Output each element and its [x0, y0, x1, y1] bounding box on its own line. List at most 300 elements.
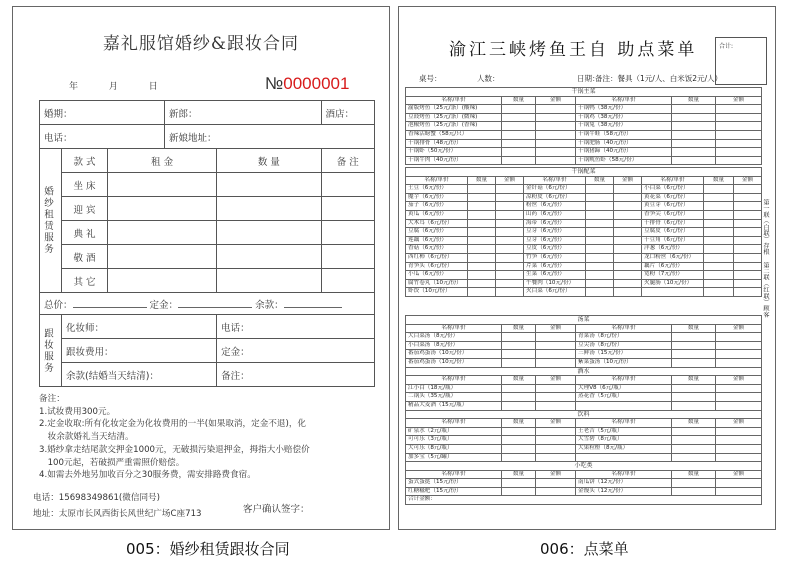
qty-cell[interactable]: [502, 444, 536, 453]
qty-cell[interactable]: [468, 245, 496, 254]
qty-cell[interactable]: [672, 393, 716, 402]
rental-row-label: 敬 酒: [62, 245, 108, 269]
col-header: 数量: [672, 376, 716, 385]
amount-cell[interactable]: [536, 487, 576, 496]
col-header: 金额: [716, 324, 762, 333]
col-header: 名称/单价: [406, 376, 502, 385]
qty-cell[interactable]: [502, 341, 536, 350]
amount-cell[interactable]: [496, 271, 524, 280]
qty-cell[interactable]: [468, 185, 496, 194]
amount-cell[interactable]: [716, 384, 762, 393]
menu-item-name: 大理V8（6元/瓶）: [576, 384, 672, 393]
table-row: [406, 479, 762, 488]
amount-cell[interactable]: [536, 479, 576, 488]
qty-cell[interactable]: [672, 105, 716, 114]
amount-cell[interactable]: [536, 444, 576, 453]
amount-cell[interactable]: [536, 401, 576, 410]
qty-cell[interactable]: [502, 401, 536, 410]
qty-cell[interactable]: [704, 236, 734, 245]
two-col-table: [405, 315, 762, 505]
menu-item-name: 干锅鱿鱼虾（58元/份）: [576, 156, 672, 165]
col-header: 数量: [502, 324, 536, 333]
menu-item-name: 矿泉水（2元/瓶）: [406, 427, 502, 436]
qty-cell[interactable]: [217, 173, 321, 197]
col-header: 数量: [502, 419, 536, 428]
table-row: [406, 341, 762, 350]
menu-item-name: 火腿肠（10元/份）: [642, 279, 704, 288]
qty-cell[interactable]: [586, 262, 614, 271]
menu-item-name: 三鲜汤（15元/份）: [576, 350, 672, 359]
amount-cell[interactable]: [536, 453, 576, 462]
amount-cell[interactable]: [734, 219, 762, 228]
qty-cell[interactable]: [502, 350, 536, 359]
amount-cell[interactable]: [716, 148, 762, 157]
amount-cell[interactable]: [734, 185, 762, 194]
qty-cell[interactable]: [672, 384, 716, 393]
phone-label: 电话：: [44, 132, 73, 144]
qty-cell[interactable]: [586, 271, 614, 280]
menu-item-name: 干锅兔（38元/份）: [576, 122, 672, 131]
menu-item-name: 午餐肉（10元/份）: [524, 279, 586, 288]
amount-cell[interactable]: [716, 444, 762, 453]
table-row: [406, 253, 762, 262]
amount-cell[interactable]: [614, 288, 642, 297]
amount-cell[interactable]: [496, 185, 524, 194]
amount-cell[interactable]: [716, 113, 762, 122]
menu-item-name: 青菜汤（8元/份）: [576, 333, 672, 342]
table-row: [406, 367, 762, 376]
amount-cell[interactable]: [716, 105, 762, 114]
qty-cell[interactable]: [586, 228, 614, 237]
caption-left: 005：婚纱租赁跟妆合同: [126, 540, 290, 558]
menu-item-name: 芹菜（6元/份）: [524, 262, 586, 271]
total-label: 总价：: [44, 299, 73, 311]
qty-cell[interactable]: [502, 479, 536, 488]
amount-cell[interactable]: [496, 262, 524, 271]
menu-item-name: 豆豉烤鱼（25元/条）(微辣): [406, 113, 502, 122]
makeup-remark-label: 备注：: [221, 370, 250, 382]
qty-cell[interactable]: [502, 453, 536, 462]
grand-total-label[interactable]: 合计金额：: [406, 496, 762, 505]
qty-cell[interactable]: [502, 130, 536, 139]
qty-cell[interactable]: [586, 193, 614, 202]
qty-cell[interactable]: [502, 122, 536, 131]
qty-cell[interactable]: [502, 113, 536, 122]
qty-cell[interactable]: [704, 193, 734, 202]
table-row: [406, 427, 762, 436]
qty-cell[interactable]: [586, 236, 614, 245]
qty-cell[interactable]: [672, 444, 716, 453]
menu-item-name: 土豆（6元/份）: [406, 185, 468, 194]
menu-item-name: 蛋式蛋挞（15元/份）: [406, 479, 502, 488]
contact-phone: 电话：15698349861(微信同号): [33, 493, 161, 503]
amount-cell[interactable]: [734, 279, 762, 288]
amount-cell[interactable]: [716, 487, 762, 496]
table-row: [406, 436, 762, 445]
bride-address-label: 新娘地址：: [168, 132, 217, 144]
menu-item-name: 王老吉（5元/瓶）: [576, 427, 672, 436]
menu-item-name: 茄子（6元/份）: [406, 202, 468, 211]
menu-item-name: 香辣活螃蟹（58元/只）: [406, 130, 502, 139]
menu-item-name: 蒸花香（5元/瓶）: [576, 393, 672, 402]
signature-label: 客户确认签字：: [243, 504, 310, 515]
amount-cell[interactable]: [734, 262, 762, 271]
qty-cell[interactable]: [672, 479, 716, 488]
total-label: 合计:: [719, 43, 734, 50]
qty-cell[interactable]: [672, 341, 716, 350]
amount-cell[interactable]: [614, 202, 642, 211]
qty-cell[interactable]: [672, 427, 716, 436]
table-row: [406, 262, 762, 271]
qty-cell[interactable]: [704, 219, 734, 228]
note-line: 妆余款婚礼当天结清。: [39, 432, 134, 443]
hotel-label: 酒店：: [325, 108, 355, 120]
qty-cell[interactable]: [502, 393, 536, 402]
amount-cell[interactable]: [496, 279, 524, 288]
year-label: 年: [69, 82, 79, 92]
amount-cell[interactable]: [536, 341, 576, 350]
menu-item-name: 红糖糍粑（15元/份）: [406, 487, 502, 496]
month-label: 月: [108, 82, 118, 92]
amount-cell[interactable]: [716, 393, 762, 402]
amount-cell[interactable]: [536, 393, 576, 402]
menu-item-name: 小瓜（6元/份）: [406, 271, 468, 280]
amount-cell[interactable]: [536, 333, 576, 342]
qty-cell[interactable]: [217, 269, 321, 293]
amount-cell[interactable]: [496, 253, 524, 262]
amount-cell[interactable]: [716, 333, 762, 342]
amount-cell[interactable]: [496, 219, 524, 228]
menu-item-name: [576, 401, 672, 410]
menu-item-name: [576, 453, 672, 462]
table-row: [406, 193, 762, 202]
date-labels: [69, 79, 186, 92]
menu-item-name: 虾饺（10元/份）: [406, 288, 468, 297]
qty-cell[interactable]: [586, 288, 614, 297]
remark-cell[interactable]: [321, 245, 374, 269]
qty-cell[interactable]: [468, 219, 496, 228]
qty-cell[interactable]: [502, 436, 536, 445]
remark-cell[interactable]: [321, 221, 374, 245]
amount-cell[interactable]: [496, 288, 524, 297]
qty-cell[interactable]: [468, 279, 496, 288]
qty-cell[interactable]: [217, 221, 321, 245]
menu-item-name: 豆皮（6元/份）: [524, 245, 586, 254]
contract-table: [39, 100, 375, 387]
qty-cell[interactable]: [468, 202, 496, 211]
amount-cell[interactable]: [716, 350, 762, 359]
amount-cell[interactable]: [614, 228, 642, 237]
amount-cell[interactable]: [716, 453, 762, 462]
amount-cell[interactable]: [734, 228, 762, 237]
qty-cell[interactable]: [468, 253, 496, 262]
qty-cell[interactable]: [586, 253, 614, 262]
amount-cell[interactable]: [716, 156, 762, 165]
amount-cell[interactable]: [734, 236, 762, 245]
notes-block: [39, 393, 375, 482]
col-remark: 备 注: [321, 149, 374, 173]
qty-cell[interactable]: [672, 156, 716, 165]
menu-item-name: 豆芽（6元/份）: [524, 228, 586, 237]
menu-title: 渝江三峡烤鱼王自 助点菜单: [449, 40, 698, 60]
notes-title: 备注：: [39, 394, 65, 404]
amount-cell[interactable]: [734, 245, 762, 254]
amount-cell[interactable]: [734, 193, 762, 202]
qty-cell[interactable]: [586, 245, 614, 254]
table-row: [406, 401, 762, 410]
amount-cell[interactable]: [536, 130, 576, 139]
col-header: 名称/单价: [576, 324, 672, 333]
qty-cell[interactable]: [704, 228, 734, 237]
qty-cell[interactable]: [672, 487, 716, 496]
qty-cell[interactable]: [704, 202, 734, 211]
qty-cell[interactable]: [704, 262, 734, 271]
amount-cell[interactable]: [716, 130, 762, 139]
section-soup: 汤菜: [406, 316, 762, 325]
section-drinks-alc: 酒水: [406, 367, 762, 376]
note-line: 4.如需去外地另加收百分之30服务费，需安排路费食宿。: [39, 470, 256, 481]
qty-cell[interactable]: [672, 148, 716, 157]
qty-cell[interactable]: [468, 288, 496, 297]
section-side: 干锅配菜: [406, 168, 762, 177]
table-row: [406, 105, 762, 114]
qty-cell[interactable]: [672, 113, 716, 122]
menu-item-name: 黄花菜（6元/份）: [642, 193, 704, 202]
qty-cell[interactable]: [672, 350, 716, 359]
amount-cell[interactable]: [496, 202, 524, 211]
amount-cell[interactable]: [716, 358, 762, 367]
qty-cell[interactable]: [502, 148, 536, 157]
note-line: 100元起，若破损严重需照价赔偿。: [39, 457, 185, 468]
wedding-contract-form: [12, 6, 390, 530]
table-row: [406, 202, 762, 211]
amount-cell[interactable]: [536, 436, 576, 445]
qty-cell[interactable]: [704, 271, 734, 280]
col-header: 名称/单价: [576, 470, 672, 479]
amount-cell[interactable]: [734, 253, 762, 262]
menu-item-name: 大可乐（8元/瓶）: [406, 444, 502, 453]
amount-cell[interactable]: [734, 202, 762, 211]
makeup-deposit-label: 定金：: [221, 346, 250, 358]
remark-cell[interactable]: [321, 173, 374, 197]
qty-cell[interactable]: [586, 279, 614, 288]
table-row: [406, 358, 762, 367]
menu-item-name: 黄豆芽（6元/份）: [642, 202, 704, 211]
table-row: [406, 333, 762, 342]
qty-cell[interactable]: [502, 384, 536, 393]
amount-cell[interactable]: [716, 139, 762, 148]
qty-cell[interactable]: [586, 219, 614, 228]
qty-cell[interactable]: [468, 271, 496, 280]
qty-cell[interactable]: [672, 358, 716, 367]
deposit-label: 定金：: [149, 299, 179, 311]
col-header: 数量: [672, 324, 716, 333]
guests-label: 人数：: [477, 74, 500, 83]
qty-cell[interactable]: [502, 105, 536, 114]
qty-cell[interactable]: [468, 236, 496, 245]
amount-cell[interactable]: [536, 139, 576, 148]
amount-cell[interactable]: [716, 479, 762, 488]
qty-cell[interactable]: [672, 130, 716, 139]
qty-cell[interactable]: [672, 401, 716, 410]
amount-cell[interactable]: [716, 436, 762, 445]
rental-row-label: 其 它: [62, 269, 108, 293]
qty-cell[interactable]: [468, 193, 496, 202]
table-row: [406, 410, 762, 419]
menu-item-name: 宽粉（7元/份）: [642, 271, 704, 280]
qty-cell[interactable]: [502, 333, 536, 342]
amount-cell[interactable]: [614, 279, 642, 288]
amount-cell[interactable]: [614, 271, 642, 280]
qty-cell[interactable]: [217, 197, 321, 221]
serial-number: №0000001: [265, 74, 350, 93]
table-row: [406, 316, 762, 325]
rental-section-label: 婚纱租赁服务: [42, 186, 53, 255]
menu-order-form: [398, 6, 776, 530]
amount-cell[interactable]: [614, 253, 642, 262]
table-row: [406, 245, 762, 254]
menu-item-name: 魔芋（6元/份）: [406, 193, 468, 202]
menu-item-name: 江小白（18元/瓶）: [406, 384, 502, 393]
qty-cell[interactable]: [672, 122, 716, 131]
qty-cell[interactable]: [672, 453, 716, 462]
amount-cell[interactable]: [536, 148, 576, 157]
menu-item-name: 干锅排骨（48元/份）: [406, 139, 502, 148]
qty-cell[interactable]: [672, 333, 716, 342]
menu-item-name: 大雪碧（8元/瓶）: [576, 436, 672, 445]
amount-cell[interactable]: [734, 271, 762, 280]
amount-cell[interactable]: [536, 427, 576, 436]
col-header: 金额: [716, 419, 762, 428]
qty-cell[interactable]: [586, 210, 614, 219]
amount-cell[interactable]: [716, 122, 762, 131]
table-row: [406, 236, 762, 245]
amount-cell[interactable]: [536, 358, 576, 367]
table-no-label: 桌号：: [419, 74, 442, 83]
menu-item-name: 干排骨（6元/份）: [642, 219, 704, 228]
amount-cell[interactable]: [614, 210, 642, 219]
meal-fee-note: 备注：餐具（1元/人、白米饭2元/人）: [595, 74, 723, 83]
note-line: 3.婚纱拿走结尾款交押金1000元，无破损污染退押金，拇指大小赔偿价: [39, 444, 310, 455]
qty-cell[interactable]: [502, 487, 536, 496]
col-style: 款 式: [62, 149, 108, 173]
amount-cell[interactable]: [734, 210, 762, 219]
contact-address: 地址：太原市长风西街长风世纪广场C座713: [33, 509, 202, 519]
col-header: 名称/单价: [406, 324, 502, 333]
table-row: [406, 210, 762, 219]
amount-cell[interactable]: [536, 113, 576, 122]
qty-cell[interactable]: [586, 202, 614, 211]
contract-title: 嘉礼服馆婚纱&跟妆合同: [102, 34, 300, 54]
qty-cell[interactable]: [502, 139, 536, 148]
amount-cell[interactable]: [716, 401, 762, 410]
amount-cell[interactable]: [614, 236, 642, 245]
table-row: [406, 271, 762, 280]
menu-item-name: 青笋头（6元/份）: [406, 262, 468, 271]
amount-cell[interactable]: [734, 288, 762, 297]
amount-cell[interactable]: [614, 193, 642, 202]
qty-cell[interactable]: [704, 210, 734, 219]
qty-cell[interactable]: [704, 245, 734, 254]
qty-cell[interactable]: [468, 262, 496, 271]
rent-cell[interactable]: [108, 197, 217, 221]
table-row: [406, 148, 762, 157]
amount-cell[interactable]: [716, 427, 762, 436]
table-row: [406, 139, 762, 148]
remark-cell[interactable]: [321, 197, 374, 221]
qty-cell[interactable]: [502, 156, 536, 165]
rent-cell[interactable]: [108, 245, 217, 269]
qty-cell[interactable]: [704, 279, 734, 288]
menu-item-name: 干锅猪蹄（40元/份）: [576, 148, 672, 157]
makeup-phone-label: 电话：: [221, 322, 250, 334]
col-header: 名称/单价: [576, 376, 672, 385]
menu-item-name: 豆腐皮（6元/份）: [642, 228, 704, 237]
amount-cell[interactable]: [536, 156, 576, 165]
amount-cell[interactable]: [496, 193, 524, 202]
amount-cell[interactable]: [614, 219, 642, 228]
qty-cell[interactable]: [704, 185, 734, 194]
balance-label: 余款：: [255, 299, 284, 311]
qty-cell[interactable]: [704, 253, 734, 262]
table-row: [406, 462, 762, 471]
amount-cell[interactable]: [614, 185, 642, 194]
wedding-date-label: 婚期：: [44, 108, 73, 120]
qty-cell[interactable]: [468, 228, 496, 237]
table-row: [406, 453, 762, 462]
menu-item-name: 香笋尖（6元/份）: [642, 210, 704, 219]
qty-cell[interactable]: [502, 358, 536, 367]
rent-cell[interactable]: [108, 269, 217, 293]
menu-item-name: 二锅头（35元/瓶）: [406, 393, 502, 402]
total-box[interactable]: [715, 37, 767, 85]
amount-cell[interactable]: [496, 210, 524, 219]
menu-item-name: 番茄鸡蛋汤（10元/份）: [406, 358, 502, 367]
col-header: 数量: [502, 470, 536, 479]
amount-cell[interactable]: [614, 245, 642, 254]
table-row: [406, 122, 762, 131]
qty-cell[interactable]: [586, 185, 614, 194]
rent-cell[interactable]: [108, 221, 217, 245]
amount-cell[interactable]: [614, 262, 642, 271]
qty-cell[interactable]: [672, 436, 716, 445]
menu-item-name: 竹笋（6元/份）: [524, 253, 586, 262]
table-row: [406, 444, 762, 453]
table-row: [406, 113, 762, 122]
amount-cell[interactable]: [496, 236, 524, 245]
table-row: [406, 384, 762, 393]
col-header: 金额: [536, 376, 576, 385]
amount-cell[interactable]: [536, 105, 576, 114]
qty-cell[interactable]: [217, 245, 321, 269]
qty-cell[interactable]: [502, 427, 536, 436]
col-header: 金额: [536, 419, 576, 428]
amount-cell[interactable]: [496, 245, 524, 254]
qty-cell[interactable]: [468, 210, 496, 219]
side-dish-table: 干锅配菜 名称/单价 数量 金额 名称/单价 数量 金额 名称/单价 数量 金额 土豆（6元/份） 金针菇（6元/份） 小白菜（6元/份） 魔芋（6元/份） 凉粉皮（6元/份） 黄花菜（6元/份） 茄子（6元/份） 粉丝（6元/份） 黄豆芽（6元/份） 黄瓜（6元/份） 山药（6元/份） 香笋尖（6元/份） 大木耳（6元/份） 海带（6元/份） 干排骨（6元/份） 豆腐（6元/份） 豆芽（6元/份） 豆腐皮（6元/份） 莲藕（6元/份） 豆芽（6元/份） 干豆角（6元/份） 香菇（6元/份） 豆皮（6元/份） 洋葱（6元/份） 西红柿（6元/份） 竹笋（6元/份） 龙口粉丝（6元/份） 青笋头（6元/份） 芹菜（6元/份） 藕片（6元/份） 小瓜（6元/份） 生菜（6元/份） 宽粉（7元/份） 腐竹卷丸（10元/份） 午餐肉（10元/份） 火腿肠（10元/份） 虾饺（10元/份） 火白菜（6元/份）: [405, 167, 762, 297]
amount-cell[interactable]: [496, 228, 524, 237]
qty-cell[interactable]: [672, 139, 716, 148]
qty-cell[interactable]: [704, 288, 734, 297]
remark-cell[interactable]: [321, 269, 374, 293]
rent-cell[interactable]: [108, 173, 217, 197]
amount-cell[interactable]: [536, 122, 576, 131]
rental-row-label: 坐 床: [62, 173, 108, 197]
amount-cell[interactable]: [536, 350, 576, 359]
amount-cell[interactable]: [716, 341, 762, 350]
amount-cell[interactable]: [536, 384, 576, 393]
table-row: [406, 279, 762, 288]
